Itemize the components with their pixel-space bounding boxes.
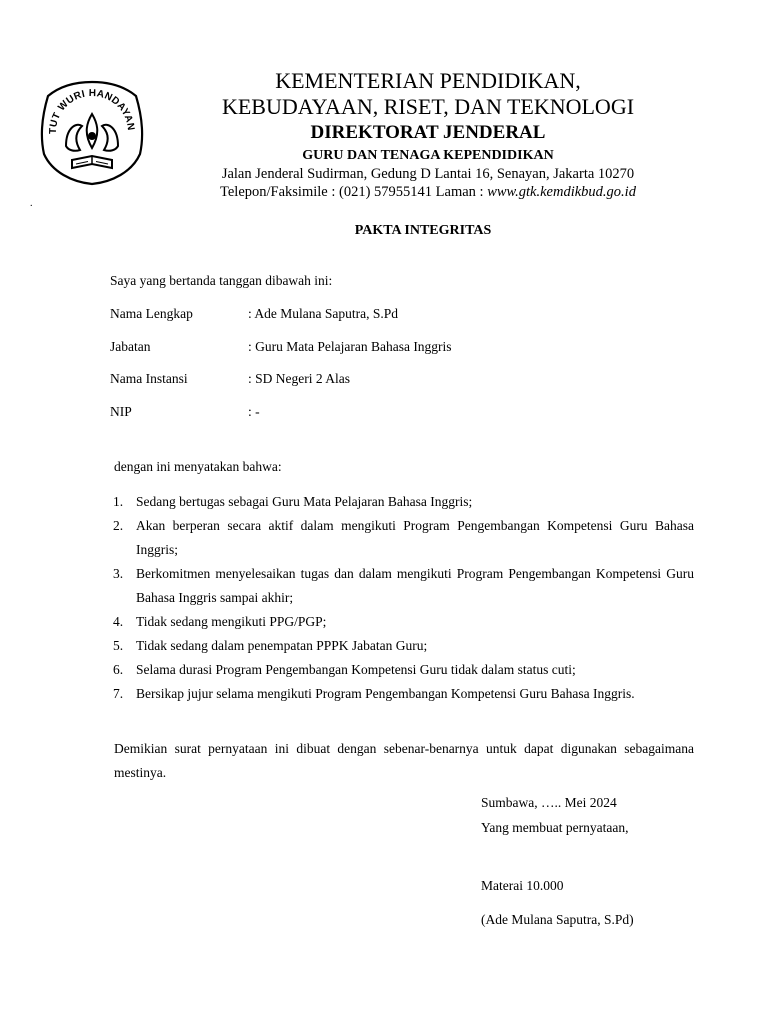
tut-wuri-handayani-logo bbox=[36, 76, 148, 188]
field-label-name: Nama Lengkap bbox=[110, 306, 193, 321]
svg-text:TUT WURI HANDAYANI bbox=[36, 76, 136, 134]
directorate-name: DIREKTORAT JENDERAL bbox=[310, 122, 546, 143]
list-text: Tidak sedang dalam penempatan PPPK Jabatan Guru; bbox=[136, 638, 428, 653]
phone-text: Telepon/Faksimile : (021) 57955141 Laman : bbox=[220, 184, 488, 200]
list-text: Sedang bertugas sebagai Guru Mata Pelajaran Bahasa Inggris; bbox=[136, 494, 473, 509]
list-text: Bersikap jujur selama mengikuti Program Pengembangan Kompetensi Guru Bahasa Inggris. bbox=[136, 686, 635, 701]
list-text: Berkomitmen menyelesaikan tugas dan dalam mengikuti Program Pengembangan Kompetensi Guru Bahasa Inggris sampai akhir; bbox=[136, 566, 694, 605]
list-text: Tidak sedang mengikuti PPG/PGP; bbox=[136, 614, 327, 629]
list-item bbox=[110, 634, 694, 658]
statement-list bbox=[110, 490, 694, 706]
signature-role: Yang membuat pernyataan, bbox=[481, 820, 629, 835]
list-number: 4. bbox=[113, 614, 124, 629]
field-value-name: : Ade Mulana Saputra, S.Pd bbox=[248, 306, 398, 321]
list-text: Akan berperan secara aktif dalam mengikuti Program Pengembangan Kompetensi Guru Bahasa Inggris; bbox=[136, 518, 694, 557]
ministry-name-line2: KEBUDAYAAN, RISET, DAN TEKNOLOGI bbox=[221, 94, 635, 119]
declaration-intro: dengan ini menyatakan bahwa: bbox=[114, 459, 282, 474]
signature-place-date: Sumbawa, ….. Mei 2024 bbox=[481, 795, 617, 810]
field-label-nip: NIP bbox=[110, 404, 132, 419]
letterhead bbox=[160, 70, 696, 203]
document-title: PAKTA INTEGRITAS bbox=[354, 223, 492, 238]
intro-text: Saya yang bertanda tanggan dibawah ini: bbox=[110, 273, 333, 288]
stray-mark: . bbox=[30, 198, 33, 209]
list-number: 6. bbox=[113, 662, 124, 677]
list-number: 7. bbox=[113, 686, 124, 701]
ministry-name-line1: KEMENTERIAN PENDIDIKAN, bbox=[275, 68, 581, 93]
list-item bbox=[110, 514, 694, 562]
closing-paragraph: Demikian surat pernyataan ini dibuat dengan sebenar-benarnya untuk dapat digunakan sebagaimana mestinya. bbox=[114, 741, 694, 780]
list-number: 1. bbox=[113, 494, 124, 509]
website-link: www.gtk.kemdikbud.go.id bbox=[487, 184, 636, 200]
list-number: 5. bbox=[113, 638, 124, 653]
letterhead-address: Jalan Jenderal Sudirman, Gedung D Lantai 16, Senayan, Jakarta 10270 bbox=[221, 166, 635, 182]
logo-motto-text: TUT WURI HANDAYAN bbox=[47, 87, 137, 135]
field-value-nip: : - bbox=[248, 404, 260, 419]
list-item bbox=[110, 658, 694, 682]
list-number: 2. bbox=[113, 518, 124, 533]
field-value-institution: : SD Negeri 2 Alas bbox=[248, 371, 350, 386]
list-item bbox=[110, 610, 694, 634]
field-value-position: : Guru Mata Pelajaran Bahasa Inggris bbox=[248, 339, 452, 354]
signatory-name: (Ade Mulana Saputra, S.Pd) bbox=[481, 912, 634, 927]
letterhead-contact bbox=[160, 185, 696, 203]
list-item bbox=[110, 562, 694, 610]
stamp-duty-label: Materai 10.000 bbox=[481, 878, 564, 893]
directorate-subtitle: GURU DAN TENAGA KEPENDIDIKAN bbox=[302, 148, 554, 163]
list-item bbox=[110, 682, 694, 706]
field-label-position: Jabatan bbox=[110, 339, 151, 354]
list-text: Selama durasi Program Pengembangan Kompetensi Guru tidak dalam status cuti; bbox=[136, 662, 576, 677]
list-number: 3. bbox=[113, 566, 124, 581]
field-label-institution: Nama Instansi bbox=[110, 371, 188, 386]
list-item bbox=[110, 490, 694, 514]
